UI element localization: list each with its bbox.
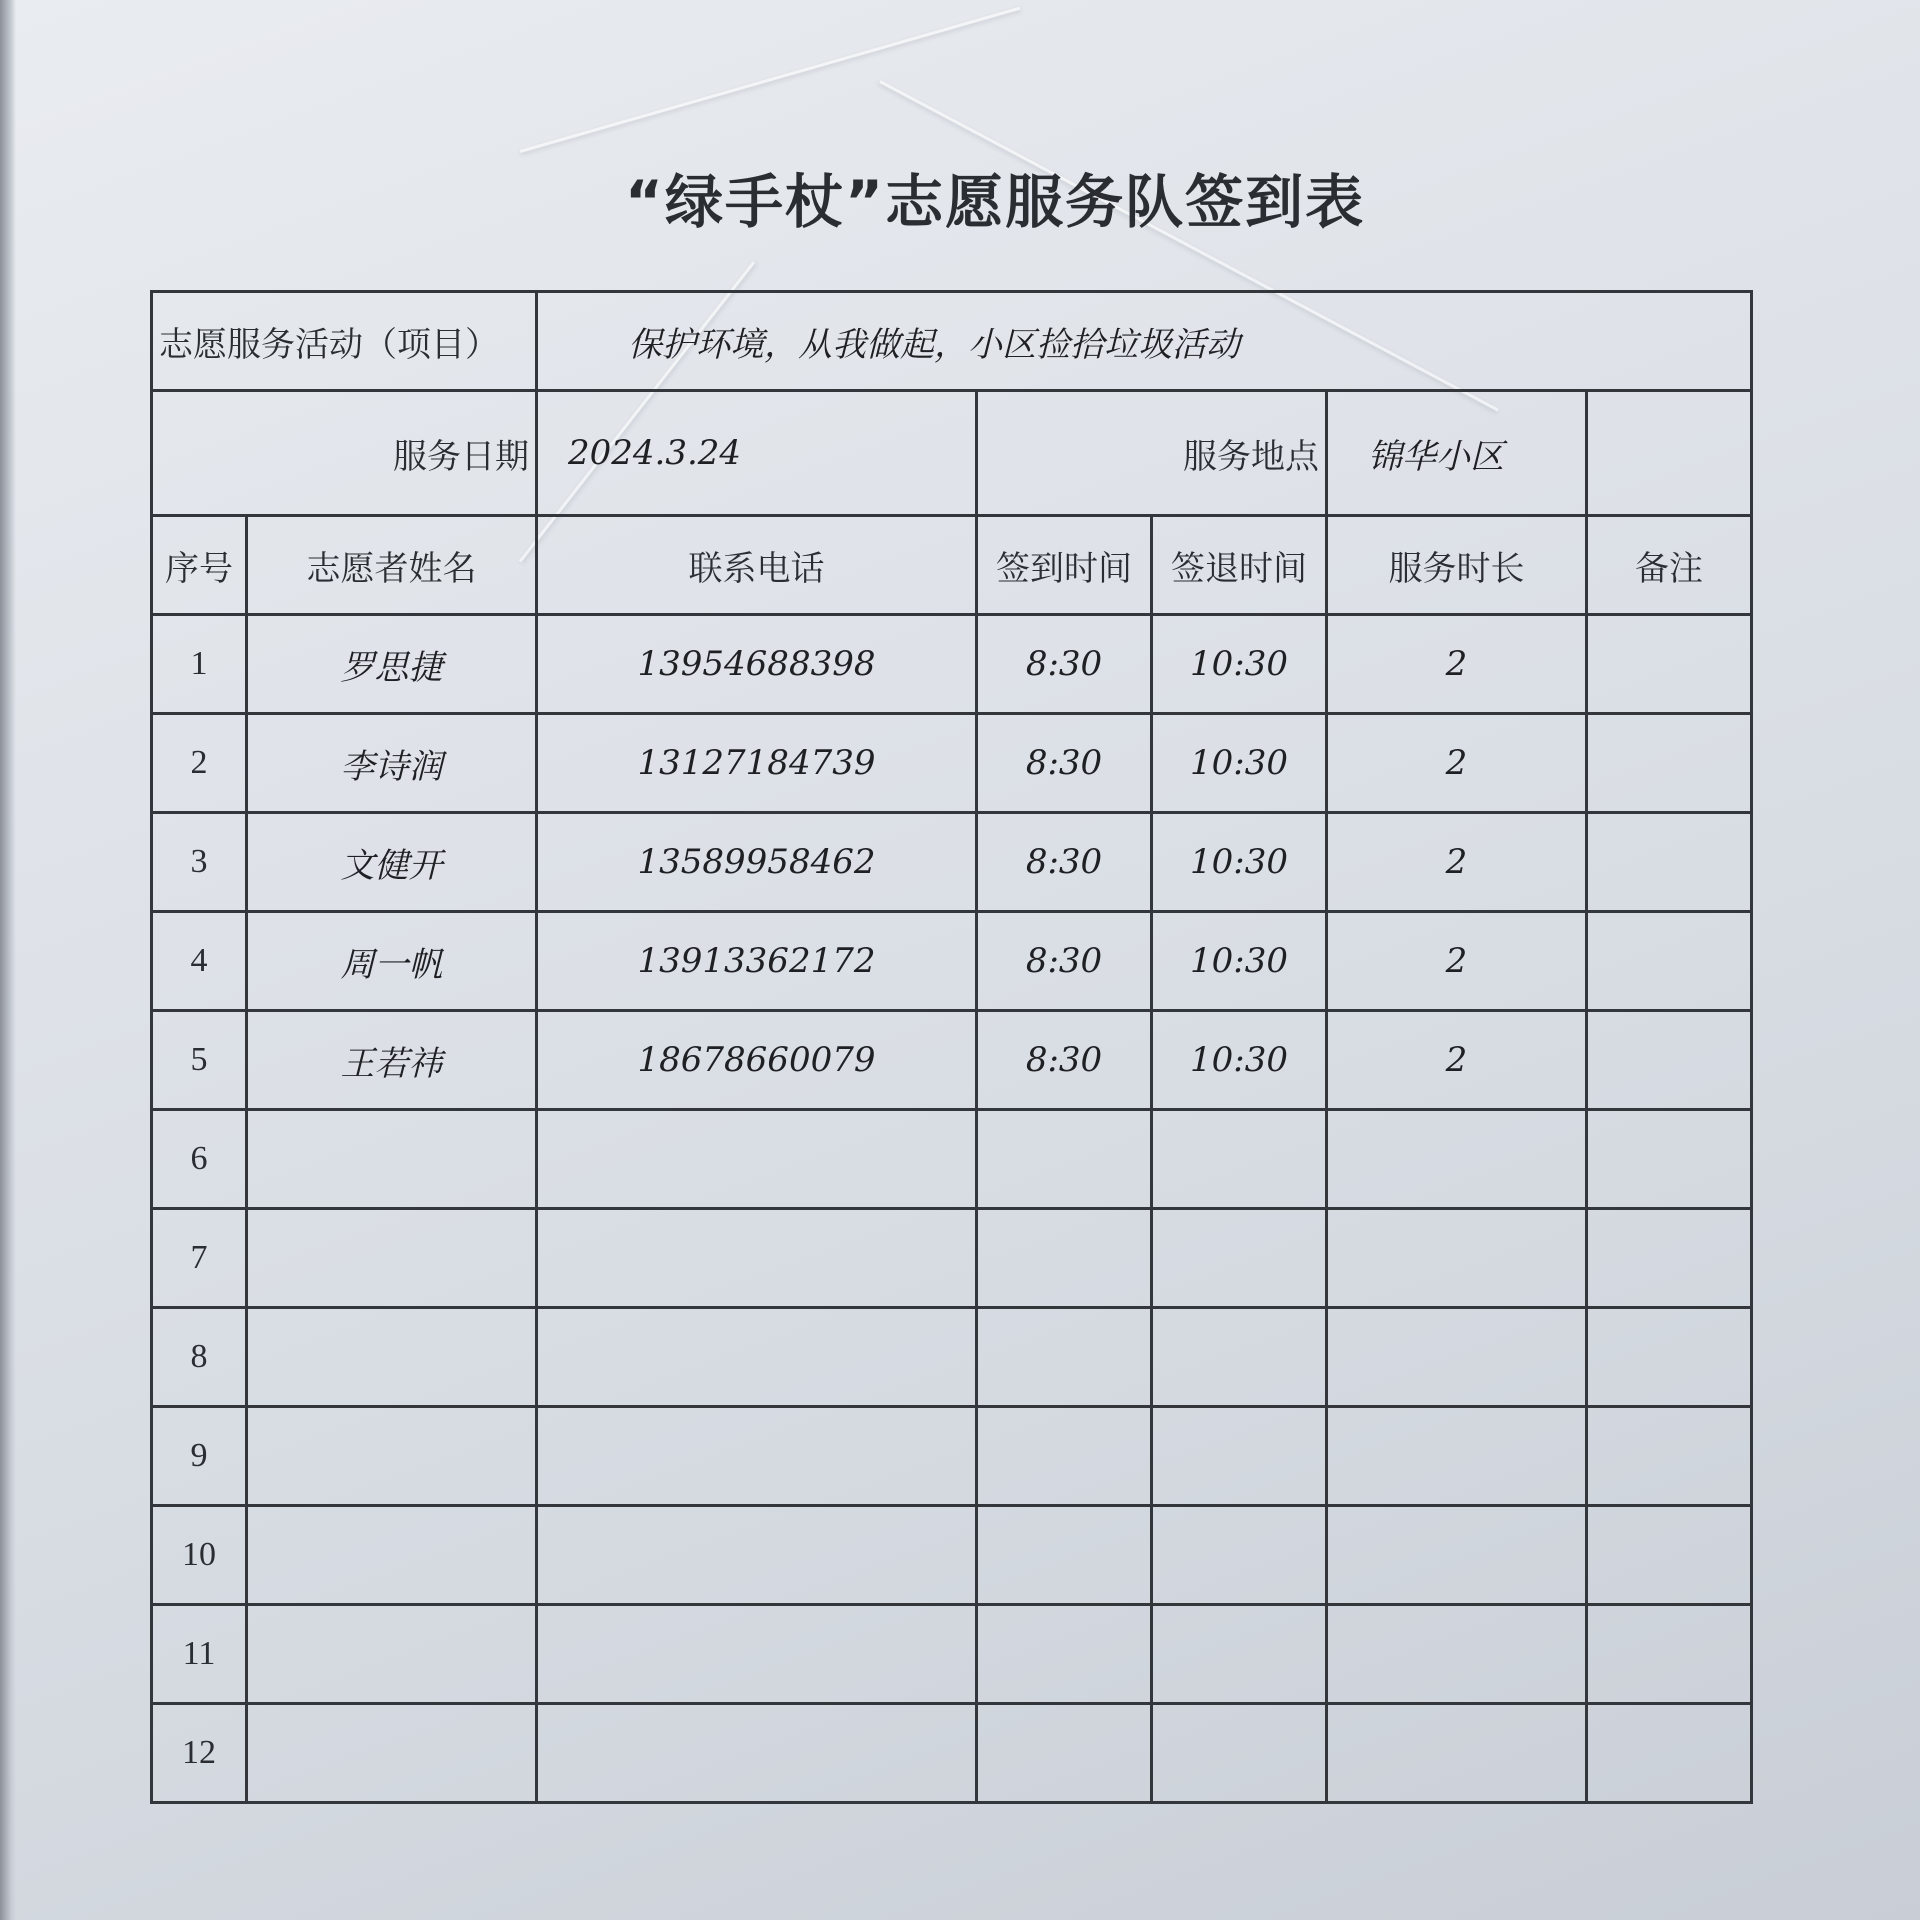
row-number: 4 [152,912,247,1011]
sign-out-time: 10:30 [1152,1011,1327,1110]
service-hours [1327,1308,1587,1407]
table-row [152,912,1752,1011]
sign-out-time [1152,1605,1327,1704]
column-header: 联系电话 [537,516,977,615]
sign-out-time [1152,1110,1327,1209]
volunteer-name [247,1407,537,1506]
column-header: 志愿者姓名 [247,516,537,615]
note-cell [1587,912,1752,1011]
note-cell [1587,1110,1752,1209]
note-cell [1587,1209,1752,1308]
column-header: 序号 [152,516,247,615]
table-row [152,813,1752,912]
row-number: 1 [152,615,247,714]
volunteer-name [247,1506,537,1605]
blank-cell [1587,391,1752,516]
phone-number: 13127184739 [537,714,977,813]
sign-in-time [977,1110,1152,1209]
row-number: 3 [152,813,247,912]
table-row [152,1407,1752,1506]
volunteer-name: 王若祎 [247,1011,537,1110]
phone-number [537,1704,977,1803]
note-cell [1587,714,1752,813]
sign-in-time: 8:30 [977,615,1152,714]
row-number: 7 [152,1209,247,1308]
phone-number [537,1605,977,1704]
service-hours: 2 [1327,813,1587,912]
paper-edge [0,0,16,1920]
volunteer-name [247,1308,537,1407]
note-cell [1587,1605,1752,1704]
row-number: 5 [152,1011,247,1110]
sign-out-time: 10:30 [1152,714,1327,813]
column-header: 签退时间 [1152,516,1327,615]
note-cell [1587,1506,1752,1605]
row-number: 10 [152,1506,247,1605]
note-cell [1587,1308,1752,1407]
date-place-row [152,391,1752,516]
service-hours [1327,1209,1587,1308]
sign-out-time: 10:30 [1152,813,1327,912]
sign-in-table [150,290,1753,1804]
phone-number [537,1407,977,1506]
service-hours [1327,1407,1587,1506]
note-cell [1587,1704,1752,1803]
activity-row [152,292,1752,391]
table-row [152,1605,1752,1704]
sign-out-time [1152,1308,1327,1407]
paper-crease [520,7,1021,153]
sign-in-time [977,1506,1152,1605]
sign-in-time: 8:30 [977,714,1152,813]
phone-number [537,1506,977,1605]
volunteer-name [247,1704,537,1803]
service-hours [1327,1605,1587,1704]
sign-out-time: 10:30 [1152,912,1327,1011]
sign-out-time [1152,1407,1327,1506]
volunteer-name [247,1110,537,1209]
row-number: 8 [152,1308,247,1407]
note-cell [1587,615,1752,714]
phone-number [537,1308,977,1407]
table-row [152,1308,1752,1407]
phone-number: 13954688398 [537,615,977,714]
sign-out-time [1152,1506,1327,1605]
volunteer-name: 文健开 [247,813,537,912]
sign-in-time [977,1209,1152,1308]
service-hours [1327,1704,1587,1803]
service-place-value: 锦华小区 [1327,391,1587,516]
sign-in-time [977,1308,1152,1407]
volunteer-name [247,1209,537,1308]
column-header-row [152,516,1752,615]
table-row [152,1704,1752,1803]
sign-in-time [977,1605,1152,1704]
page-title: “绿手杖”志愿服务队签到表 [624,168,1366,236]
table-row [152,1506,1752,1605]
service-date-value: 2024.3.24 [537,391,977,516]
column-header: 服务时长 [1327,516,1587,615]
sign-out-time [1152,1209,1327,1308]
sign-in-time [977,1704,1152,1803]
column-header: 签到时间 [977,516,1152,615]
sign-out-time [1152,1704,1327,1803]
activity-value: 保护环境，从我做起，小区捡拾垃圾活动 [537,292,1752,391]
service-hours: 2 [1327,1011,1587,1110]
row-number: 11 [152,1605,247,1704]
table-row [152,615,1752,714]
row-number: 6 [152,1110,247,1209]
sign-out-time: 10:30 [1152,615,1327,714]
volunteer-name: 罗思捷 [247,615,537,714]
note-cell [1587,1011,1752,1110]
sign-in-time: 8:30 [977,912,1152,1011]
activity-label: 志愿服务活动（项目） [152,292,537,391]
phone-number: 13589958462 [537,813,977,912]
sign-in-time: 8:30 [977,1011,1152,1110]
table-row [152,714,1752,813]
sign-in-time: 8:30 [977,813,1152,912]
column-header: 备注 [1587,516,1752,615]
table-row [152,1110,1752,1209]
service-hours: 2 [1327,615,1587,714]
row-number: 9 [152,1407,247,1506]
table-row [152,1011,1752,1110]
sign-in-time [977,1407,1152,1506]
row-number: 2 [152,714,247,813]
phone-number [537,1110,977,1209]
volunteer-name: 周一帆 [247,912,537,1011]
service-place-label: 服务地点 [977,391,1327,516]
phone-number [537,1209,977,1308]
service-hours [1327,1110,1587,1209]
row-number: 12 [152,1704,247,1803]
service-hours [1327,1506,1587,1605]
service-hours: 2 [1327,714,1587,813]
service-hours: 2 [1327,912,1587,1011]
phone-number: 13913362172 [537,912,977,1011]
table-row [152,1209,1752,1308]
service-date-label: 服务日期 [152,391,537,516]
note-cell [1587,1407,1752,1506]
volunteer-name [247,1605,537,1704]
volunteer-name: 李诗润 [247,714,537,813]
note-cell [1587,813,1752,912]
phone-number: 18678660079 [537,1011,977,1110]
